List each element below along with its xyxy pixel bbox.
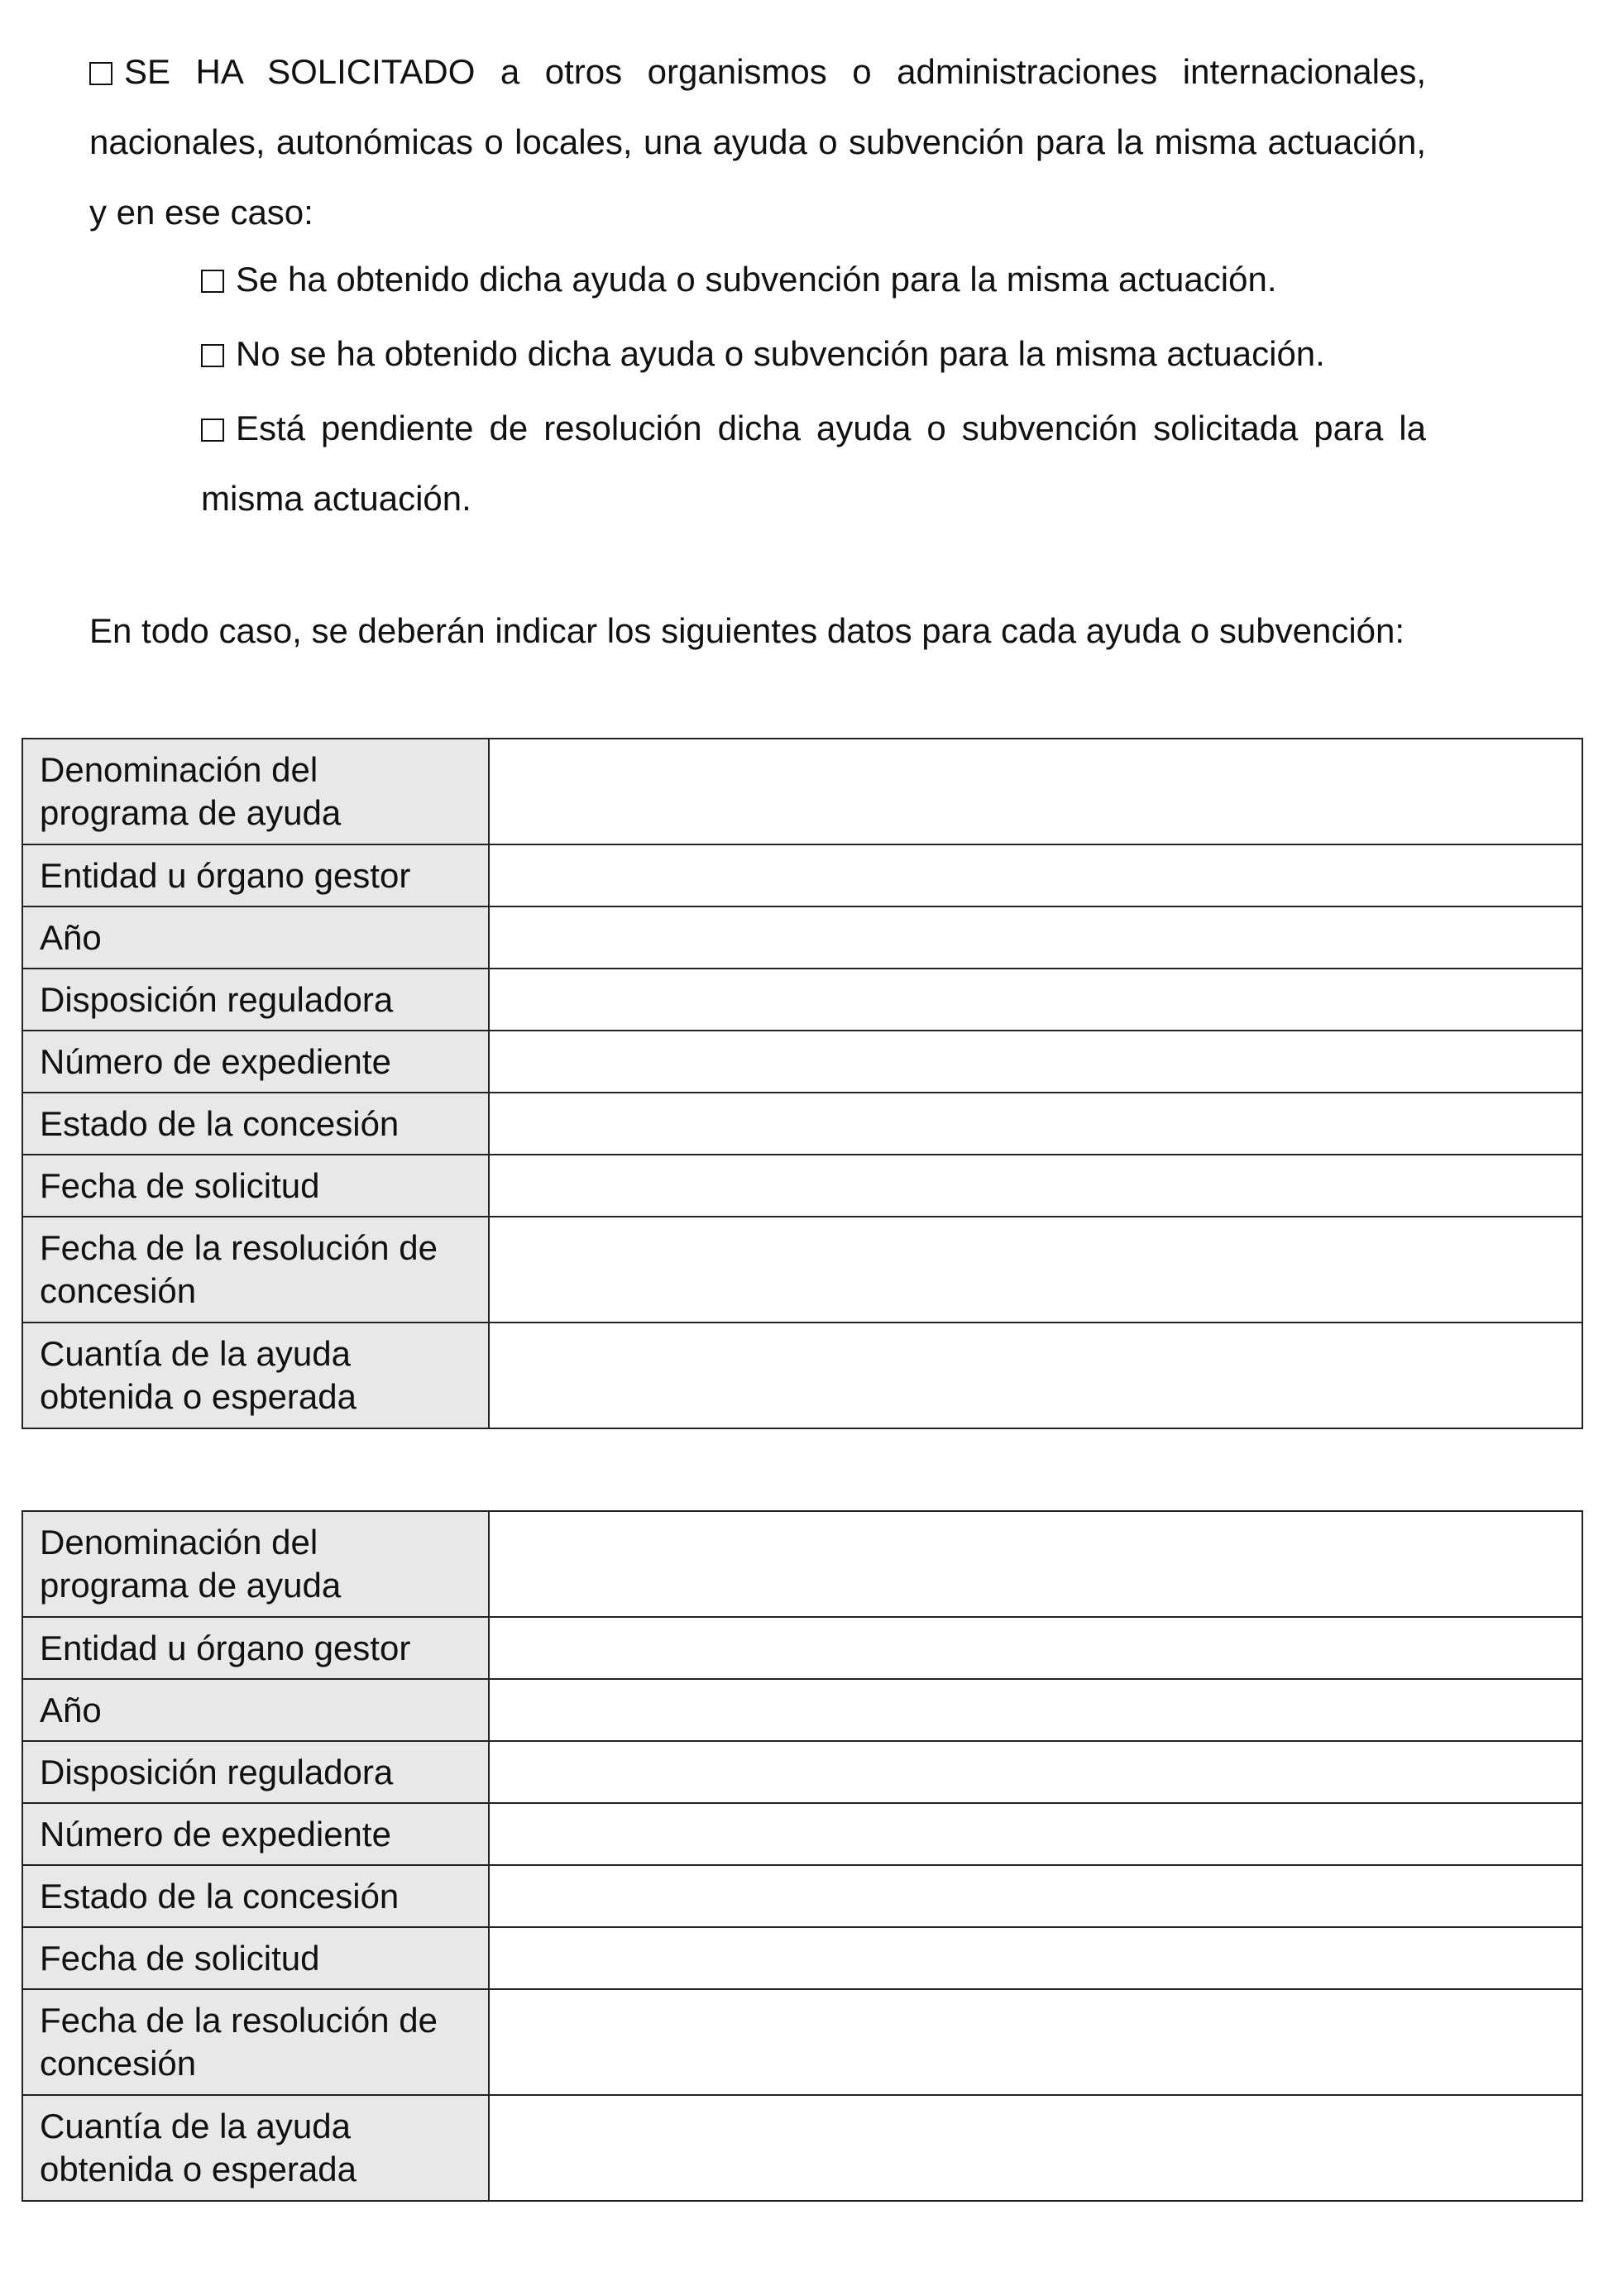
- row-label: Año: [22, 1679, 489, 1741]
- value-field-regulation[interactable]: [489, 1741, 1582, 1803]
- option-obtained-text: Se ha obtenido dicha ayuda o subvención para la misma actuación.: [236, 260, 1277, 299]
- row-label: Estado de la concesión: [22, 1865, 489, 1927]
- row-label: Fecha de la resolución de concesión: [22, 1217, 489, 1323]
- option-obtained: [201, 244, 1426, 314]
- table-row: [22, 2095, 1582, 2201]
- aid-details-table-1: [22, 738, 1583, 1429]
- table-row: [22, 1617, 1582, 1679]
- option-pending-text: Está pendiente de resolución dicha ayuda o subvención solicitada para la misma actuación.: [201, 409, 1426, 518]
- row-label: Entidad u órgano gestor: [22, 1617, 489, 1679]
- value-field-resolution-date[interactable]: [489, 1989, 1582, 2095]
- table-row: [22, 969, 1582, 1031]
- value-field-year[interactable]: [489, 906, 1582, 969]
- table-row: [22, 906, 1582, 969]
- row-label: Fecha de la resolución de concesión: [22, 1989, 489, 2095]
- value-field-application-date[interactable]: [489, 1155, 1582, 1217]
- table-row: [22, 739, 1582, 844]
- row-label: Denominación del programa de ayuda: [22, 739, 489, 844]
- row-label: Año: [22, 906, 489, 969]
- table-row: [22, 844, 1582, 906]
- value-field-program-name[interactable]: [489, 1511, 1582, 1617]
- row-label: Fecha de solicitud: [22, 1927, 489, 1989]
- row-label: Entidad u órgano gestor: [22, 844, 489, 906]
- option-pending-checkbox[interactable]: [201, 419, 224, 442]
- table-row: [22, 1679, 1582, 1741]
- value-field-grant-status[interactable]: [489, 1865, 1582, 1927]
- table-row: [22, 1989, 1582, 2095]
- row-label: Número de expediente: [22, 1031, 489, 1093]
- value-field-grant-status[interactable]: [489, 1093, 1582, 1155]
- row-label: Disposición reguladora: [22, 1741, 489, 1803]
- option-not-obtained-checkbox[interactable]: [201, 344, 224, 367]
- main-statement-checkbox[interactable]: [89, 62, 112, 85]
- row-label: Estado de la concesión: [22, 1093, 489, 1155]
- row-label: Cuantía de la ayuda obtenida o esperada: [22, 2095, 489, 2201]
- intro-text: En todo caso, se deberán indicar los siguientes datos para cada ayuda o subvención:: [89, 611, 1405, 650]
- table-row: [22, 1803, 1582, 1865]
- aid-details-table-2: [22, 1510, 1583, 2202]
- table-row: [22, 1323, 1582, 1428]
- table-row: [22, 1155, 1582, 1217]
- value-field-file-number[interactable]: [489, 1031, 1582, 1093]
- table-row: [22, 1093, 1582, 1155]
- value-field-application-date[interactable]: [489, 1927, 1582, 1989]
- value-field-aid-amount[interactable]: [489, 1323, 1582, 1428]
- table-row: [22, 1031, 1582, 1093]
- value-field-regulation[interactable]: [489, 969, 1582, 1031]
- row-label: Denominación del programa de ayuda: [22, 1511, 489, 1617]
- value-field-managing-entity[interactable]: [489, 1617, 1582, 1679]
- value-field-aid-amount[interactable]: [489, 2095, 1582, 2201]
- table-row: [22, 1741, 1582, 1803]
- main-statement: [89, 36, 1426, 247]
- option-obtained-checkbox[interactable]: [201, 270, 224, 293]
- table-row: [22, 1511, 1582, 1617]
- row-label: Disposición reguladora: [22, 969, 489, 1031]
- value-field-program-name[interactable]: [489, 739, 1582, 844]
- table-row: [22, 1217, 1582, 1323]
- value-field-file-number[interactable]: [489, 1803, 1582, 1865]
- value-field-year[interactable]: [489, 1679, 1582, 1741]
- main-statement-text: SE HA SOLICITADO a otros organismos o administraciones internacionales, nacionales, autonómicas o locales, una ayuda o subvención para la misma actuación, y en ese caso:: [89, 52, 1426, 232]
- value-field-managing-entity[interactable]: [489, 844, 1582, 906]
- option-not-obtained: [201, 318, 1426, 389]
- option-pending: [201, 393, 1426, 533]
- row-label: Fecha de solicitud: [22, 1155, 489, 1217]
- row-label: Cuantía de la ayuda obtenida o esperada: [22, 1323, 489, 1428]
- value-field-resolution-date[interactable]: [489, 1217, 1582, 1323]
- table-row: [22, 1865, 1582, 1927]
- table-row: [22, 1927, 1582, 1989]
- option-not-obtained-text: No se ha obtenido dicha ayuda o subvención para la misma actuación.: [236, 334, 1325, 373]
- row-label: Número de expediente: [22, 1803, 489, 1865]
